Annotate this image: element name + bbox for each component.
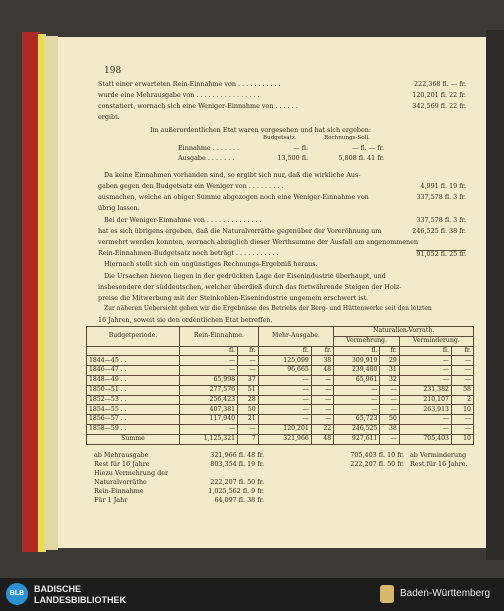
table-cell: 48 (311, 366, 333, 376)
table-cell: 1854—55 . . (87, 405, 180, 415)
header-rein: Rein-Einnahme. (180, 327, 259, 347)
table-cell: 407,381 (180, 405, 238, 415)
table-cell: 65,961 (334, 375, 380, 385)
table-cell: — (334, 395, 380, 405)
table-row (87, 424, 474, 434)
totals-label: ab Verminderung (410, 451, 467, 459)
table-cell: 29 (380, 356, 399, 366)
extra-budget: — fl. (293, 144, 308, 152)
table-cell: 1844—45 . . (87, 356, 180, 366)
table-cell: — (238, 356, 259, 366)
table-cell: — (399, 415, 451, 425)
coat-of-arms-icon (380, 585, 394, 603)
text-line: ausmachen, welche an obiger Summe abgezogen noch eine Weniger-Einnahme von (98, 193, 369, 201)
table-cell: — (258, 415, 311, 425)
table-cell: 1848—49 . . (87, 375, 180, 385)
table-cell: 239,480 (334, 366, 380, 376)
scan-border (486, 30, 504, 560)
unit-cell: fl. (334, 346, 380, 356)
table-cell: — (399, 424, 451, 434)
value-cell: 337,578 fl. 3 fr. (416, 193, 466, 201)
table-cell: 65,723 (334, 415, 380, 425)
table-cell: 120,201 (258, 424, 311, 434)
section-heading: Im außerordentlichen Etat waren vorgesehen und hat sich ergeben: (150, 126, 371, 134)
unit-cell: fr. (451, 346, 473, 356)
table-cell: 256,423 (180, 395, 238, 405)
summe-cell: 927,611 (334, 434, 380, 444)
table-cell: 1858—59 . . (87, 424, 180, 434)
table-cell: — (399, 366, 451, 376)
extra-row-label: Einnahme . . . . . . . (178, 144, 240, 152)
totals-value: 705,403 fl. 10 fr. (350, 451, 404, 459)
table-cell: 309,919 (334, 356, 380, 366)
table-cell: 38 (311, 356, 333, 366)
table-cell: — (258, 375, 311, 385)
table-cell: — (399, 375, 451, 385)
table-cell: 246,525 (334, 424, 380, 434)
table-cell: 65,998 (180, 375, 238, 385)
library-name-line1: BADISCHE (34, 584, 82, 594)
header-natural: Naturalien-Vorrath. (334, 327, 474, 337)
table-cell: 50 (380, 415, 399, 425)
page-edges (44, 36, 58, 550)
table-cell: 2 (451, 395, 473, 405)
summe-cell: — (380, 434, 399, 444)
text-line: wurde eine Mehrausgabe von . . . . . . . . . . . . . . . . (98, 91, 260, 99)
unit-cell: fl. (399, 346, 451, 356)
table-cell: — (451, 424, 473, 434)
table-row (87, 385, 474, 395)
footer-bar (0, 578, 504, 611)
table-cell: — (380, 385, 399, 395)
table-cell: 263,913 (399, 405, 451, 415)
results-table (86, 326, 474, 445)
summe-cell: Summe (87, 434, 180, 444)
table-cell: — (380, 405, 399, 415)
table-cell: — (311, 415, 333, 425)
table-row (87, 366, 474, 376)
text-line: vermehrt werden konnten, wornach abzüglich dieser Werthsumme der Ausfall am angenommenen (98, 238, 418, 246)
table-cell: 210,107 (399, 395, 451, 405)
header-verminderung: Verminderung. (399, 336, 473, 346)
table-cell: — (451, 356, 473, 366)
table-cell: — (180, 366, 238, 376)
table-cell: 28 (238, 395, 259, 405)
table-cell: 1850—51 . . (87, 385, 180, 395)
table-cell: 231,382 (399, 385, 451, 395)
table-cell: — (180, 356, 238, 366)
text-line: Hiernach stellt sich ein ungünstiges Rechnungs-Ergebniß heraus. (104, 260, 318, 268)
value-cell: 246,525 fl. 38 fr. (412, 227, 466, 235)
unit-cell: fr. (380, 346, 399, 356)
totals-value: 222,207 fl. 50 fr. (350, 460, 404, 468)
totals-label: Naturalvorräthe (94, 478, 147, 486)
table-cell: 125,099 (258, 356, 311, 366)
summe-cell: 1,125,321 (180, 434, 238, 444)
extra-soll: 5,808 fl. 41 fr. (338, 154, 384, 162)
text-line: hat es sich übrigens ergeben, daß die Naturalvorräthe gegenüber der Voreröhnung um (98, 227, 382, 235)
extra-budget: 13,500 fl. (277, 154, 308, 162)
table-row (87, 405, 474, 415)
table-cell: 21 (238, 415, 259, 425)
table-cell: — (258, 405, 311, 415)
table-cell: — (334, 405, 380, 415)
value-cell: 337,578 fl. 3 fr. (416, 216, 466, 224)
table-cell: — (258, 385, 311, 395)
totals-label: Für 1 Jahr (94, 496, 128, 504)
table-cell: — (311, 405, 333, 415)
text-line: ergibt. (98, 113, 120, 121)
table-cell: — (311, 395, 333, 405)
library-name-line2: LANDESBIBLIOTHEK (34, 595, 126, 605)
summe-cell: 48 (311, 434, 333, 444)
header-mehr: Mehr-Ausgabe. (258, 327, 334, 347)
table-row (87, 395, 474, 405)
totals-label: Rest für 16 Jahre (94, 460, 150, 468)
table-cell: — (311, 385, 333, 395)
unit-cell: fr. (238, 346, 259, 356)
table-cell: — (399, 356, 451, 366)
header-vermehrung: Vermehrung. (334, 336, 400, 346)
totals-value: 222,207 fl. 50 fr. (210, 478, 264, 486)
table-cell: — (451, 366, 473, 376)
summe-row (87, 434, 474, 444)
col-soll: Rechnungs-Soll. (324, 135, 370, 141)
table-cell: — (334, 385, 380, 395)
library-name (34, 584, 126, 606)
text-line: 16 Jahren, soweit sie den ordentlichen Etat betreffen. (98, 316, 273, 324)
value-cell: 342,569 fl. 22 fr. (412, 102, 466, 110)
table-cell: — (451, 415, 473, 425)
totals-value: 64,097 fl. 38 fr. (214, 496, 264, 504)
table-cell: 51 (238, 385, 259, 395)
extra-soll: — fl. — fr. (352, 144, 384, 152)
table-cell: 277,576 (180, 385, 238, 395)
table-cell: — (380, 395, 399, 405)
state-name: Baden-Württemberg (400, 588, 491, 599)
table-cell: — (238, 424, 259, 434)
totals-value: 321,966 fl. 48 fr. (210, 451, 264, 459)
text-line: gaben gegen den Budgetsatz ein Weniger von . . . . . . . . . (98, 182, 284, 190)
blb-logo-icon: BLB (6, 583, 28, 605)
totals-value: 1,025,562 fl. 9 fr. (208, 487, 264, 495)
totals-label: Rein-Einnahme (94, 487, 144, 495)
summe-cell: 321,966 (258, 434, 311, 444)
value-cell: 120,201 fl. 22 fr. (412, 91, 466, 99)
table-cell: — (180, 424, 238, 434)
text-line: übrig lassen. (98, 204, 140, 212)
summe-cell: 7 (238, 434, 259, 444)
unit-cell: fr. (311, 346, 333, 356)
table-cell: — (451, 375, 473, 385)
table-cell: 50 (238, 405, 259, 415)
table-cell: 96,665 (258, 366, 311, 376)
text-line: insbesondere der süddeutschen, welcher überdieß durch das fortwährende Steigen der Holz- (98, 283, 402, 291)
table-cell: — (238, 366, 259, 376)
table-cell: 1856—57 . . (87, 415, 180, 425)
text-line: Die Ursachen hievon liegen in der gedrückten Lage der Eisenindustrie überhaupt, und (104, 272, 386, 280)
header-period: Budgetperiode. (87, 327, 180, 347)
text-line: Rein-Einnahmen-Budgetsatz noch beträgt . . . . . . . . . . . (98, 249, 279, 257)
document-page (58, 37, 486, 548)
table-cell: 10 (451, 405, 473, 415)
table-row (87, 375, 474, 385)
table-cell: 1852—53 . . (87, 395, 180, 405)
table-cell: — (311, 375, 333, 385)
extra-row-label: Ausgabe . . . . . . . (178, 154, 235, 162)
totals-label: Hiezu Vermehrung der (94, 469, 169, 477)
table-cell: 32 (380, 375, 399, 385)
col-budget: Budgetsatz. (263, 135, 297, 141)
text-line: Bei der Weniger-Einnahme von . . . . . . . . . . . . . . (104, 216, 262, 224)
totals-value: 803,354 fl. 19 fr. (210, 460, 264, 468)
text-line: preise die Mitwerbung mit der Steinkohlen-Eisenindustrie ungemein erschwert ist. (98, 294, 369, 302)
table-cell: 31 (380, 366, 399, 376)
table-cell: 37 (238, 375, 259, 385)
table-cell: 38 (380, 424, 399, 434)
text-line: Statt einer erwarteten Rein-Einnahme von . . . . . . . . . . . (98, 80, 281, 88)
units-row (87, 346, 474, 356)
text-line: Zur näheren Uebersicht geben wir die Ergebnisse des Betriebs der Berg- und Hüttenwerke seit den letzten (104, 305, 432, 312)
table-cell: 1846—47 . . (87, 366, 180, 376)
table-row (87, 356, 474, 366)
value-cell: 222,368 fl. — fr. (414, 80, 466, 88)
totals-label: ab Mehrausgabe (94, 451, 149, 459)
table-cell: 117,940 (180, 415, 238, 425)
totals-label: Rest für 16 Jahre. (410, 460, 468, 468)
text-line: Da keine Einnahmen vorhanden sind, so ergibt sich nur, daß die wirkliche Aus- (104, 171, 361, 179)
summe-cell: 705,403 (399, 434, 451, 444)
text-line: constatiert, wornach sich eine Weniger-Einnahme von . . . . . . (98, 102, 298, 110)
table-cell: — (258, 395, 311, 405)
value-cell: 91,052 fl. 25 fr. (416, 250, 466, 258)
unit-cell: fl. (258, 346, 311, 356)
unit-cell: fl. (180, 346, 238, 356)
value-cell: 4,991 fl. 19 fr. (420, 182, 466, 190)
page-number: 198 (104, 66, 122, 76)
table-cell: 58 (451, 385, 473, 395)
table-row (87, 415, 474, 425)
table-cell: 22 (311, 424, 333, 434)
summe-cell: 10 (451, 434, 473, 444)
